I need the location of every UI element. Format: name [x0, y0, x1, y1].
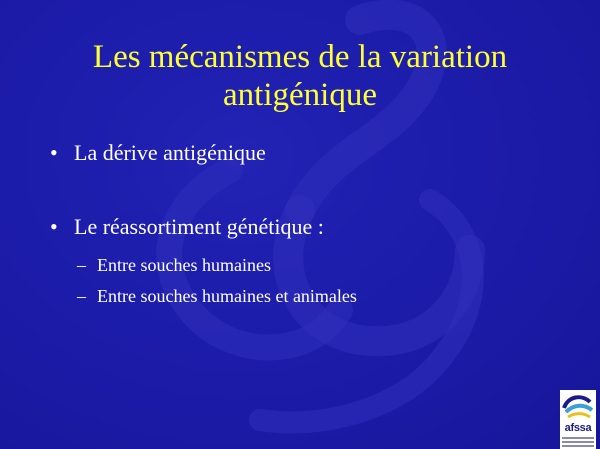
bullet-icon: • — [50, 140, 58, 165]
sub-list-item-label: Entre souches humaines — [97, 255, 271, 275]
afssa-logo-icon — [560, 390, 596, 422]
sub-list-item — [77, 254, 271, 276]
logo-subline — [562, 441, 594, 443]
list-item-label: La dérive antigénique — [74, 140, 266, 165]
slide-title-line1: Les mécanismes de la variation — [92, 39, 508, 75]
sub-list-item-label: Entre souches humaines et animales — [97, 286, 357, 306]
sub-list-item — [77, 285, 357, 307]
afssa-logo — [560, 390, 596, 449]
dash-icon: – — [77, 286, 86, 306]
bullet-icon: • — [50, 214, 58, 239]
logo-text: afssa — [564, 422, 592, 434]
list-item-label: Le réassortiment génétique : — [74, 214, 324, 239]
logo-subline — [562, 445, 594, 447]
list-item — [50, 140, 266, 166]
dash-icon: – — [77, 255, 86, 275]
slide-title-line2: antigénique — [223, 77, 377, 113]
list-item — [50, 214, 324, 240]
logo-subline — [562, 437, 594, 439]
